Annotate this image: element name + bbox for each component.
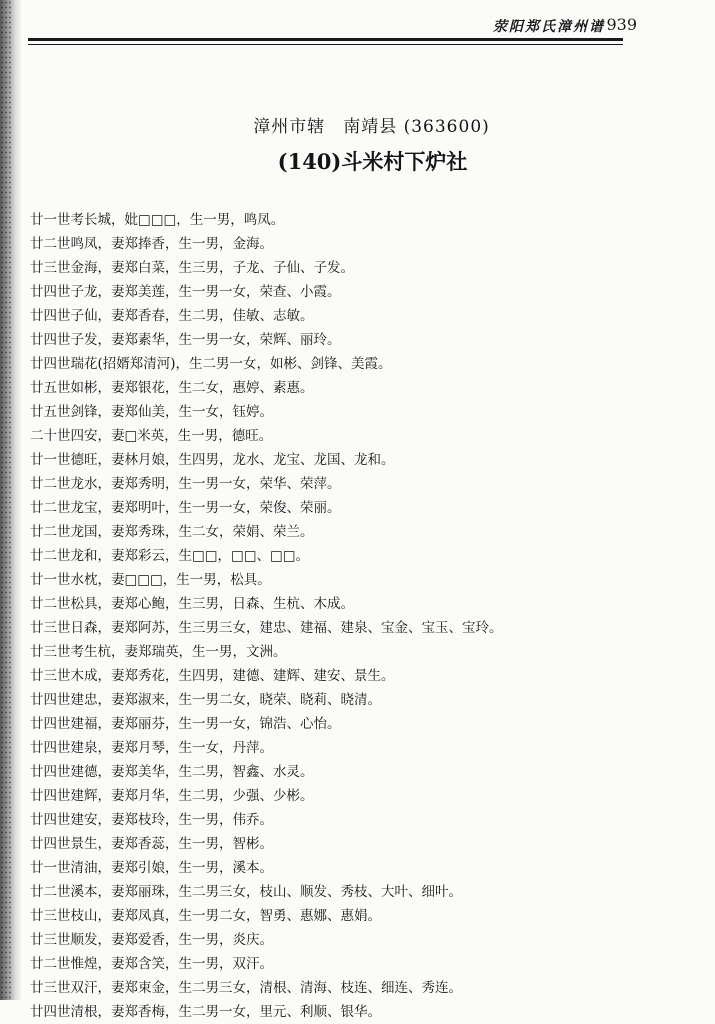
genealogy-record-line: 廿二世龙和，妻郑彩云，生□□，□□、□□。 [30,548,310,564]
genealogy-record-line: 廿二世惟煌，妻郑含笑，生一男，双汗。 [30,956,273,972]
genealogy-record-line: 廿四世子仙，妻郑香春，生二男，佳敏、志敏。 [30,308,314,324]
genealogy-record-line: 廿三世双汗，妻郑束金，生二男三女，清根、清海、枝连、细连、秀连。 [30,980,462,996]
header-rule-thick [28,38,623,41]
genealogy-record-line: 廿三世金海，妻郑白菜，生三男，子龙、子仙、子发。 [30,260,354,276]
genealogy-record-line: 廿五世如彬，妻郑银花，生二女，惠婷、素惠。 [30,380,314,396]
genealogy-record-line: 廿五世剑锋，妻郑仙美，生一女，钰婷。 [30,404,273,420]
header-rule-thin [28,44,623,45]
genealogy-record-line: 廿二世龙宝，妻郑明叶，生一男一女，荣俊、荣丽。 [30,500,341,516]
genealogy-record-line: 廿四世建泉，妻郑月琴，生一女，丹萍。 [30,740,273,756]
genealogy-record-line: 廿四世子龙，妻郑美莲，生一男一女，荣查、小霞。 [30,284,341,300]
genealogy-record-line: 廿一世考长城，妣□□□，生一男，鸣凤。 [30,212,285,228]
genealogy-record-line: 廿二世鸣凤，妻郑捧香，生一男，金海。 [30,236,273,252]
page-number: 939 [606,15,637,34]
genealogy-record-line: 廿一世清油，妻郑引娘，生一男，溪本。 [30,860,273,876]
genealogy-record-line: 廿四世子发，妻郑素华，生一男一女，荣辉、丽玲。 [30,332,341,348]
genealogy-record-line: 廿四世清根，妻郑香梅，生二男一女，里元、利顺、银华。 [30,1004,381,1020]
genealogy-record-line: 廿三世日森，妻郑阿苏，生三男三女，建忠、建福、建泉、宝金、宝玉、宝玲。 [30,620,503,636]
genealogy-record-line: 廿二世松具，妻郑心鲍，生三男，日森、生杭、木成。 [30,596,354,612]
genealogy-record-line: 廿三世木成，妻郑秀花，生四男，建德、建辉、建安、景生。 [30,668,395,684]
genealogy-record-line: 廿一世德旺，妻林月娘，生四男，龙水、龙宝、龙国、龙和。 [30,452,395,468]
genealogy-record-line: 廿二世龙水，妻郑秀明，生一男一女，荣华、荣萍。 [30,476,341,492]
genealogy-record-line: 廿二世溪本，妻郑丽珠，生二男三女，枝山、顺发、秀枝、大叶、细叶。 [30,884,462,900]
genealogy-record-line: 廿四世景生，妻郑香蕊，生一男，智彬。 [30,836,273,852]
genealogy-record-line: 廿四世建德，妻郑美华，生二男，智鑫、水灵。 [30,764,314,780]
section-subtitle: 漳州市辖 南靖县 (363600) [253,117,490,137]
genealogy-record-list [30,208,690,1024]
section-title: (140)斗米村下炉社 [277,149,468,174]
genealogy-record-line: 廿四世建安，妻郑枝玲，生一男，伟乔。 [30,812,273,828]
running-title: 荥阳郑氏漳州谱 [493,19,605,35]
genealogy-record-line: 廿四世瑞花(招婿郑清河)，生二男一女，如彬、剑锋、美霞。 [30,356,392,372]
genealogy-record-line: 廿二世龙国，妻郑秀珠，生二女，荣娟、荣兰。 [30,524,314,540]
genealogy-record-line: 廿四世建辉，妻郑月华，生二男，少强、少彬。 [30,788,314,804]
genealogy-record-line: 廿四世建忠，妻郑淑来，生一男二女，晓荣、晓莉、晓清。 [30,692,381,708]
genealogy-record-line: 廿三世枝山，妻郑凤真，生一男二女，智勇、惠娜、惠娟。 [30,908,381,924]
genealogy-record-line: 廿三世考生杭，妻郑瑞英，生一男，文洲。 [30,644,287,660]
genealogy-record-line: 廿一世水枕，妻□□□，生一男，松具。 [30,572,271,588]
genealogy-record-line: 二十世四安，妻□米英，生一男，德旺。 [30,428,273,444]
genealogy-record-line: 廿四世建福，妻郑丽芬，生一男一女，锦浩、心怡。 [30,716,341,732]
genealogy-record-line: 廿三世顺发，妻郑爱香，生一男，炎庆。 [30,932,273,948]
